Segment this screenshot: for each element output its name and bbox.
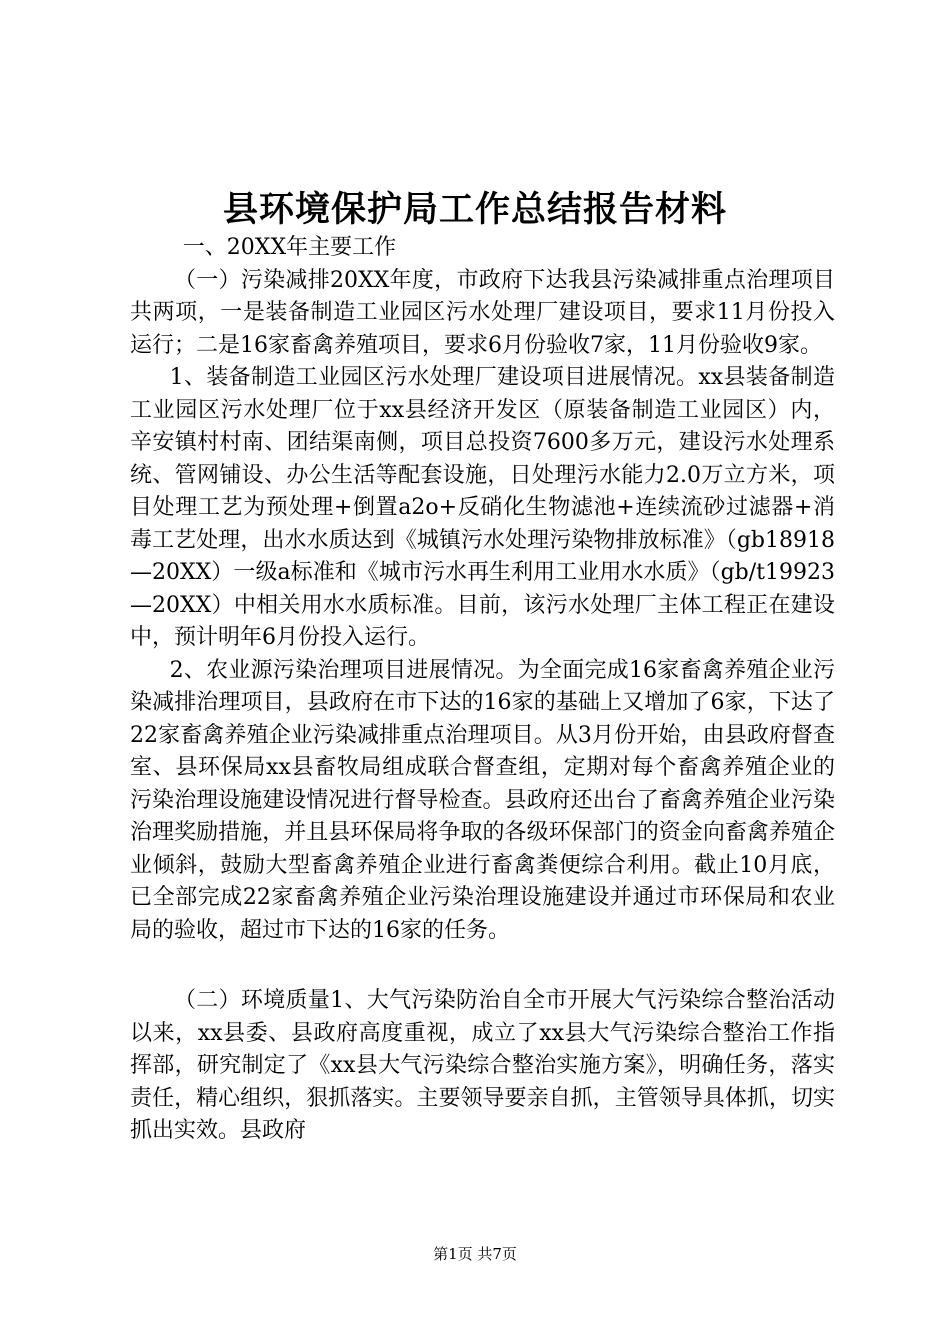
page-footer: 第1页 共7页 bbox=[433, 1245, 517, 1263]
paragraph-gap bbox=[130, 947, 835, 985]
paragraph-wastewater-plant: 1、装备制造工业园区污水处理厂建设项目进展情况。xx县装备制造工业园区污水处理厂位于xx县经济开发区（原装备制造工业园区）内，辛安镇村村南、团结渠南侧，项目总投资7600多万元，建设污水处理系统、管网铺设、办公生活等配套设施，日处理污水能力2.0万立方米，项目处理工艺为预处理+倒置a2o+反硝化生物滤池+连续流砂过滤器+消毒工艺处理，出水水质达到《城镇污水处理污染物排放标准》（gb18918—20XX）一级a标准和《城市污水再生利用工业用水水质》（gb/t19923—20XX）中相关用水水质标准。目前，该污水处理厂主体工程正在建设中，预计明年6月份投入运行。 bbox=[130, 365, 835, 650]
paragraph-pollution-reduction: （一）污染减排20XX年度，市政府下达我县污染减排重点治理项目共两项，一是装备制造工业园区污水处理厂建设项目，要求11月份投入运行；二是16家畜禽养殖项目，要求6月份验收7家，11月份验收9家。 bbox=[130, 267, 835, 358]
document-body bbox=[130, 232, 835, 1148]
paragraph-agricultural-pollution: 2、农业源污染治理项目进展情况。为全面完成16家畜禽养殖企业污染减排治理项目，县政府在市下达的16家的基础上又增加了6家，下达了22家畜禽养殖企业污染减排重点治理项目。从3月份开始，由县政府督查室、县环保局xx县畜牧局组成联合督查组，定期对每个畜禽养殖企业的污染治理设施建设情况进行督导检查。县政府还出台了畜禽养殖企业污染治理奖励措施，并且县环保局将争取的各级环保部门的资金向畜禽养殖企业倾斜，鼓励大型畜禽养殖企业进行畜禽粪便综合利用。截止10月底，已全部完成22家畜禽养殖企业污染治理设施建设并通过市环保局和农业局的验收，超过市下达的16家的任务。 bbox=[130, 657, 835, 943]
section-heading: 一、20XX年主要工作 bbox=[182, 235, 397, 260]
paragraph-environmental-quality: （二）环境质量1、大气污染防治自全市开展大气污染综合整治活动以来，xx县委、县政府高度重视，成立了xx县大气污染综合整治工作指挥部，研究制定了《xx县大气污染综合整治实施方案》，明确任务，落实责任，精心组织，狠抓落实。主要领导要亲自抓，主管领导具体抓，切实抓出实效。县政府 bbox=[130, 988, 835, 1143]
document-title: 县环境保护局工作总结报告材料 bbox=[222, 189, 727, 230]
